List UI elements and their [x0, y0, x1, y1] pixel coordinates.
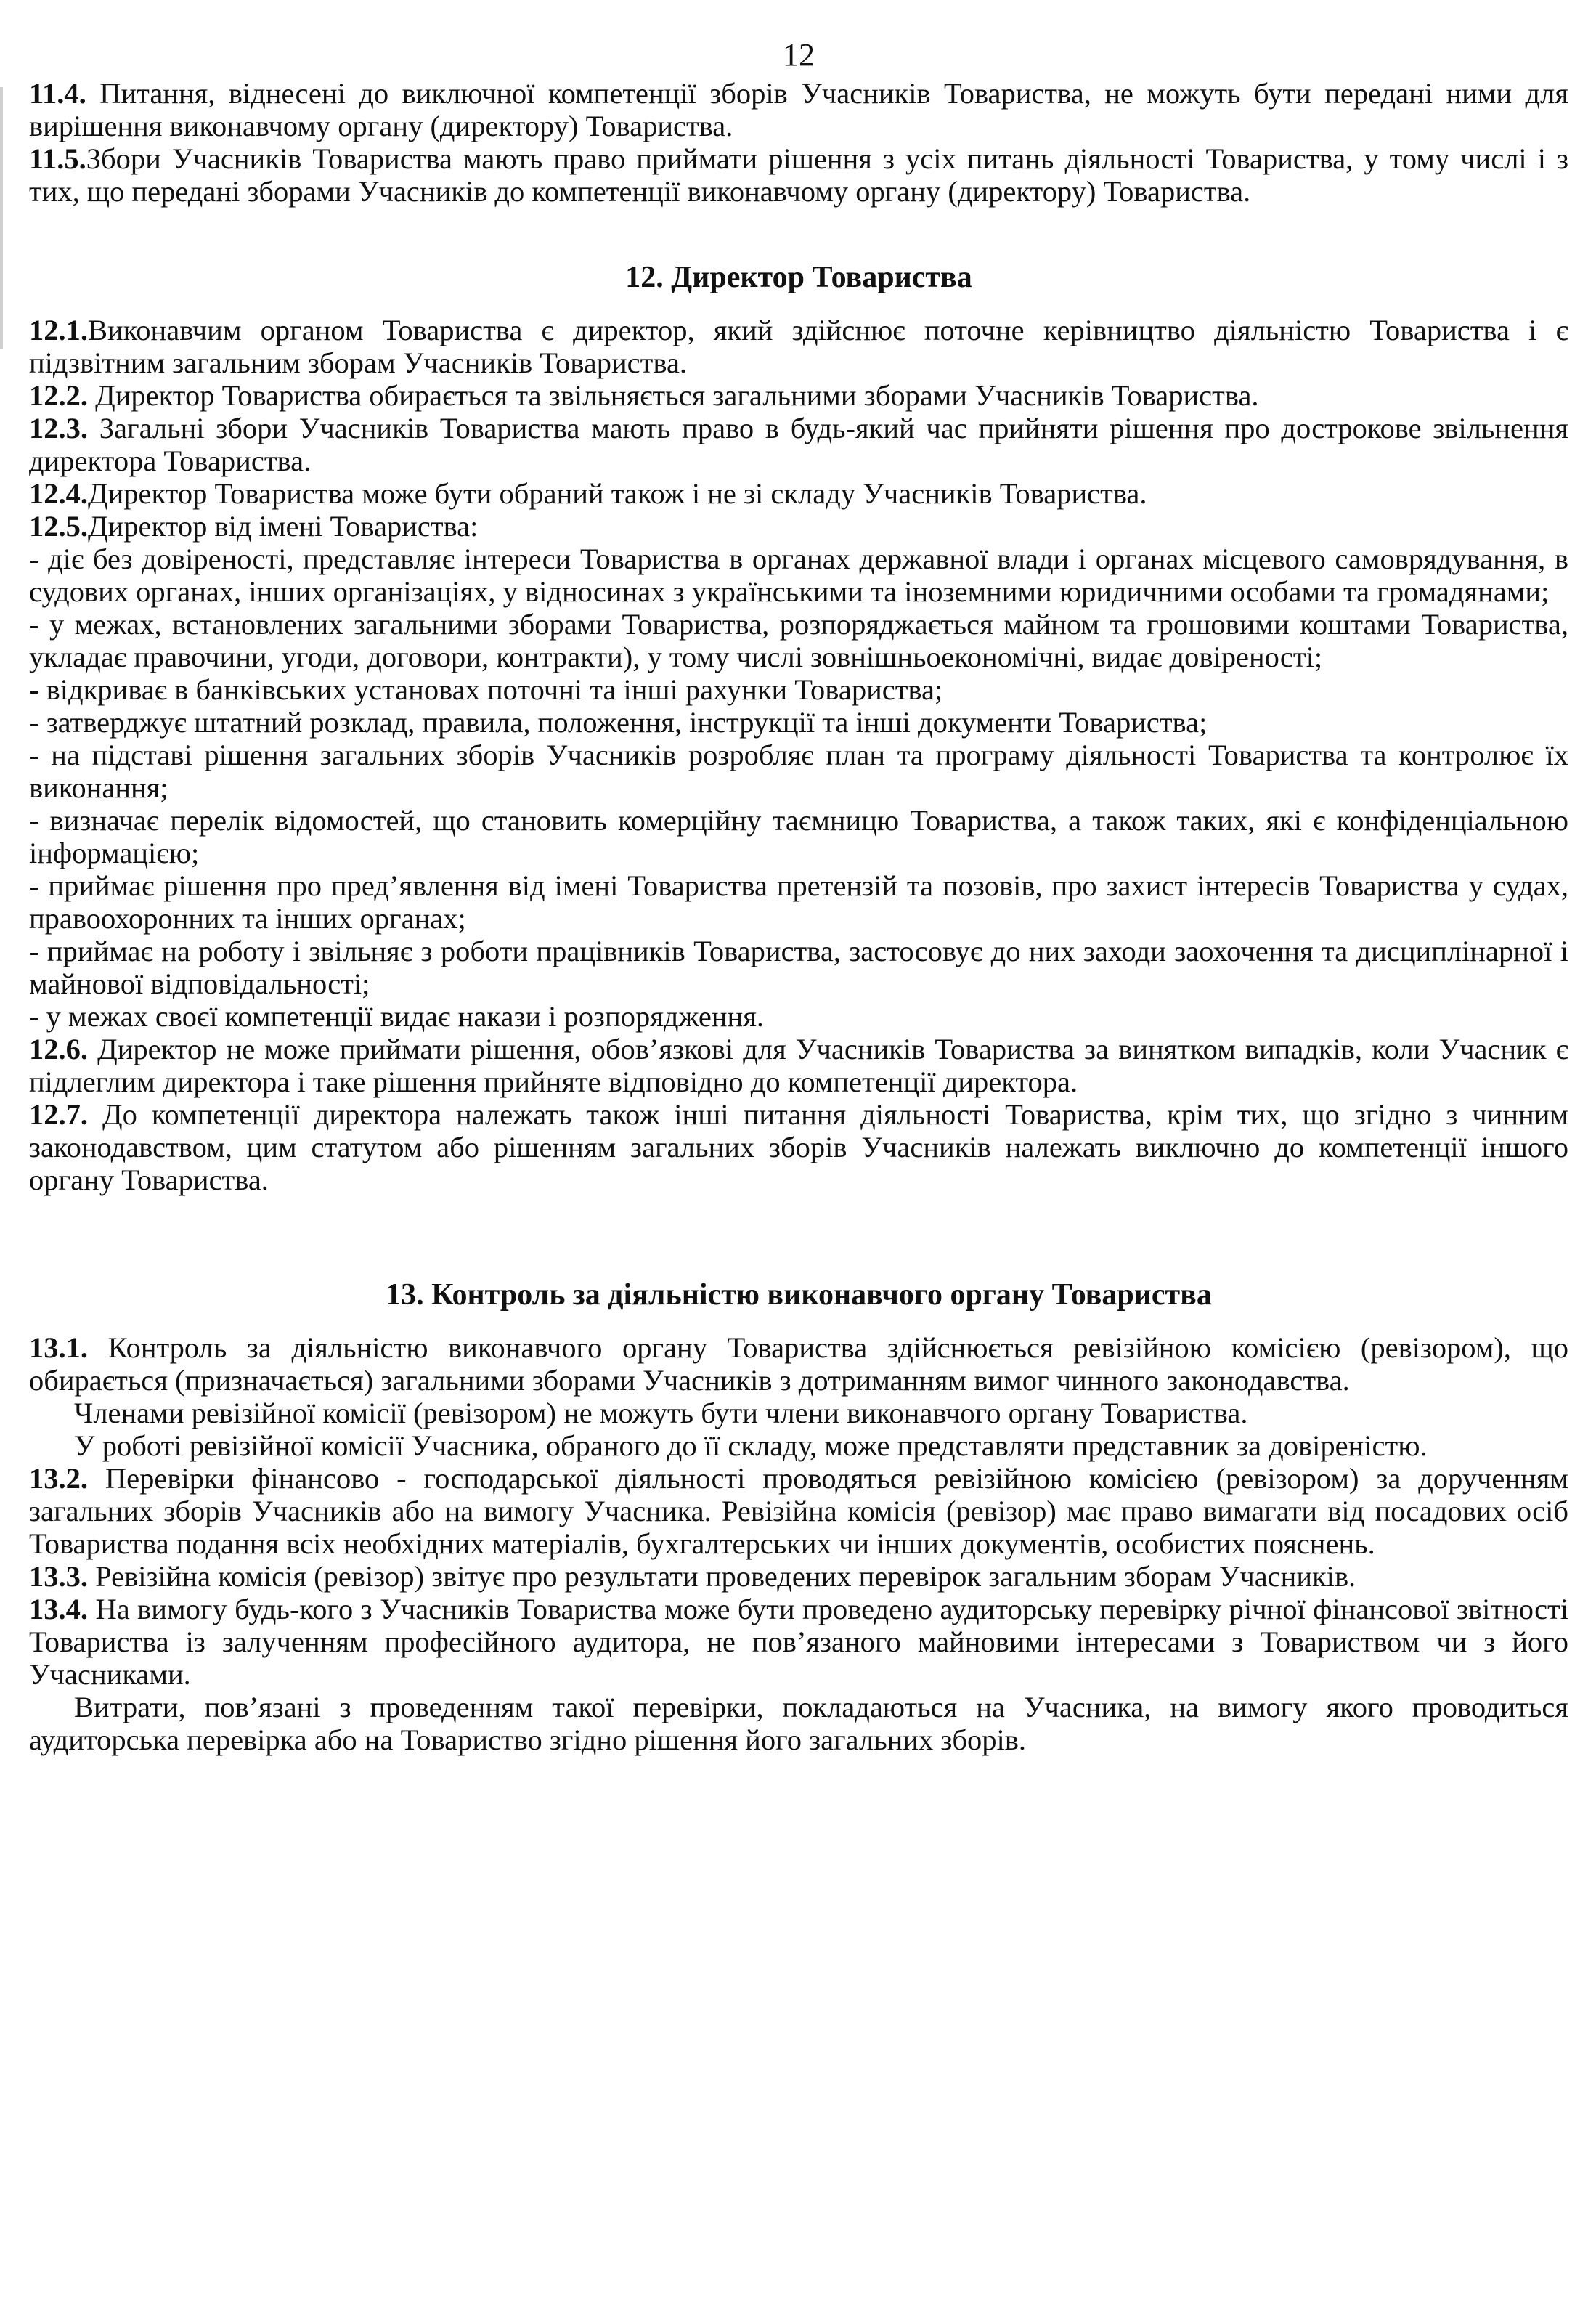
paragraph-11-4: [29, 77, 1568, 142]
clause-text: Загальні збори Учасників Товариства мають право в будь-який час прийняти рішення про дострокове звільнення директора Товариства.: [29, 412, 1568, 477]
clause-text: Перевірки фінансово - господарської діяльності проводяться ревізійною комісією (ревізором) за дорученням загальних зборів Учасників або на вимогу Учасника. Ревізійна комісія (ревізор) має право вимагати від посадових осіб Товариства подання всіх необхідних матеріалів, бухгалтерських чи інших документів, особистих пояснень.: [29, 1462, 1568, 1560]
clause-text: Збори Учасників Товариства мають право приймати рішення з усіх питань діяльності Товариства, у тому числі і з тих, що передані зборами Учасників до компетенції виконавчому органу (директору) Товариства.: [29, 142, 1568, 208]
paragraph-12-6: [29, 1033, 1568, 1098]
paragraph-12-2: [29, 379, 1568, 412]
clause-number: 12.5.: [29, 510, 88, 543]
duty-list-item: - у межах своєї компетенції видає накази і розпорядження.: [29, 1000, 764, 1033]
scan-edge-mark: [0, 87, 3, 349]
duty-list-item: - затверджує штатний розклад, правила, положення, інструкції та інші документи Товариства;: [29, 706, 1208, 739]
clause-number: 11.4.: [29, 77, 86, 110]
clause-text: Контроль за діяльністю виконавчого органу Товариства здійснюється ревізійною комісією (ревізором), що обирається (призначається) загальними зборами Учасників з дотриманням вимог чинного законодавства.: [29, 1331, 1568, 1397]
paragraph-13-4: [29, 1593, 1568, 1691]
duty-list-item: - відкриває в банківських установах поточні та інші рахунки Товариства;: [29, 673, 943, 706]
clause-text: Директор Товариства обирається та звільняється загальними зборами Учасників Товариства.: [88, 379, 1259, 412]
clause-number: 12.7.: [29, 1098, 88, 1131]
duty-list-item: - приймає рішення про пред’явлення від імені Товариства претензій та позовів, про захист інтересів Товариства у судах, правоохоронних та інших органах;: [29, 869, 1568, 935]
duty-list-item: - визначає перелік відомостей, що становить комерційну таємницю Товариства, а також таких, які є конфіденціальною інформацією;: [29, 804, 1568, 869]
clause-number: 13.4.: [29, 1593, 88, 1625]
clause-text: Виконавчим органом Товариства є директор, який здійснює поточне керівництво діяльністю Товариства і є підзвітним загальним зборам Учасників Товариства.: [29, 314, 1568, 379]
paragraph-13-1-representation: У роботі ревізійної комісії Учасника, обраного до її складу, може представляти представник за довіреністю.: [74, 1429, 1428, 1462]
paragraph-13-4-costs: Витрати, пов’язані з проведенням такої перевірки, покладаються на Учасника, на вимогу якого проводиться аудиторська перевірка або на Товариство згідно рішення його загальних зборів.: [29, 1691, 1568, 1756]
paragraph-12-1: [29, 314, 1568, 379]
duty-list-item: - приймає на роботу і звільняє з роботи працівників Товариства, застосовує до них заходи заохочення та дисциплінарної і майнової відповідальності;: [29, 935, 1568, 1000]
paragraph-12-4: [29, 477, 1568, 510]
clause-text: До компетенції директора належать також інші питання діяльності Товариства, крім тих, що згідно з чинним законодавством, цим статутом або рішенням загальних зборів Учасників належать виключно до компетенції іншого органу Товариства.: [29, 1098, 1568, 1196]
clause-number: 13.1.: [29, 1331, 88, 1364]
duty-list-item: - діє без довіреності, представляє інтереси Товариства в органах державної влади і органах місцевого самоврядування, в судових органах, інших організаціях, у відносинах з українськими та іноземними юридичними особами та громадянами;: [29, 543, 1568, 608]
clause-text: Питання, віднесені до виключної компетенції зборів Учасників Товариства, не можуть бути передані ними для вирішення виконавчому органу (директору) Товариства.: [29, 77, 1568, 142]
clause-number: 12.4.: [29, 477, 88, 510]
paragraph-13-1-members: Членами ревізійної комісії (ревізором) не можуть бути члени виконавчого органу Товариства.: [74, 1397, 1248, 1429]
paragraph-13-1: [29, 1331, 1568, 1397]
page-number: 12: [783, 37, 815, 73]
paragraph-13-3: [29, 1560, 1568, 1593]
paragraph-12-5: [29, 510, 1568, 543]
clause-number: 11.5.: [29, 142, 86, 175]
document-page: [29, 38, 1568, 1756]
clause-text: Ревізійна комісія (ревізор) звітує про результати проведених перевірок загальним зборам Учасників.: [88, 1560, 1356, 1593]
clause-text: Директор не може приймати рішення, обов’язкові для Учасників Товариства за винятком випадків, коли Учасник є підлеглим директора і таке рішення прийняте відповідно до компетенції директора.: [29, 1033, 1568, 1098]
section-12-heading: 12. Директор Товариства: [625, 261, 972, 294]
duty-list-item: - на підставі рішення загальних зборів Учасників розробляє план та програму діяльності Товариства та контролює їх виконання;: [29, 739, 1568, 804]
paragraph-11-5: [29, 142, 1568, 208]
clause-number: 13.2.: [29, 1462, 88, 1495]
clause-number: 13.3.: [29, 1560, 88, 1593]
clause-number: 12.6.: [29, 1033, 88, 1065]
paragraph-12-3: [29, 412, 1568, 477]
paragraph-12-7: [29, 1098, 1568, 1196]
duty-list-item: - у межах, встановлених загальними зборами Товариства, розпоряджається майном та грошовими коштами Товариства, укладає правочини, угоди, договори, контракти), у тому числі зовнішньоекономічні, видає довіреності;: [29, 608, 1568, 673]
section-13-heading: 13. Контроль за діяльністю виконавчого органу Товариства: [386, 1278, 1212, 1312]
clause-number: 12.3.: [29, 412, 88, 444]
clause-number: 12.2.: [29, 379, 88, 412]
clause-text: Директор Товариства може бути обраний також і не зі складу Учасників Товариства.: [88, 477, 1147, 510]
clause-number: 12.1.: [29, 314, 88, 346]
paragraph-13-2: [29, 1462, 1568, 1560]
clause-text: Директор від імені Товариства:: [88, 510, 479, 543]
clause-text: На вимогу будь-кого з Учасників Товариства може бути проведено аудиторську перевірку річної фінансової звітності Товариства із залученням професійного аудитора, не пов’язаного майновими інтересами з Товариством чи з його Учасниками.: [29, 1593, 1568, 1691]
